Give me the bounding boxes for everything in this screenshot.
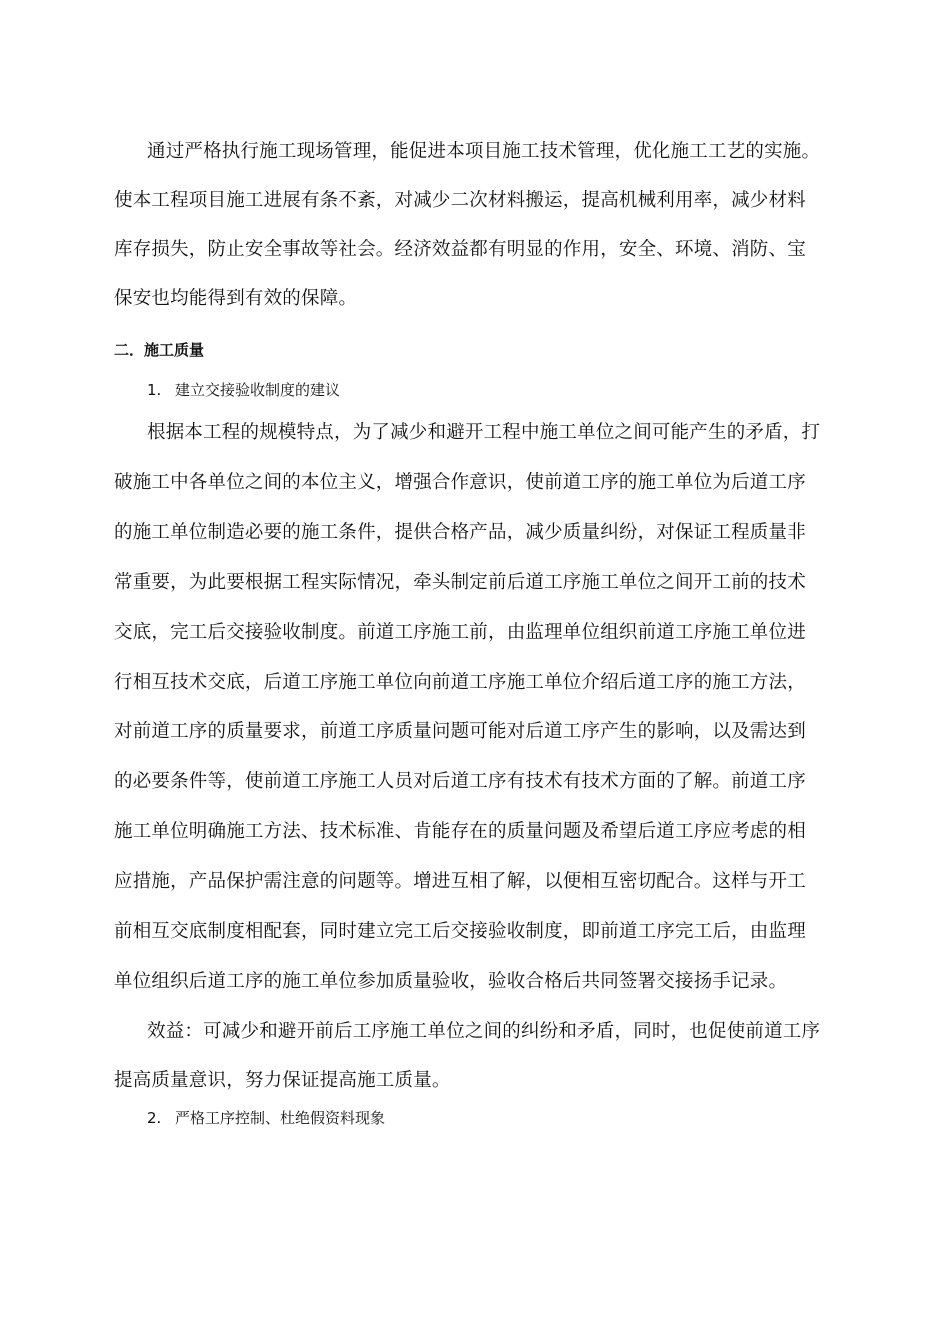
paragraph-2-line-12: 单位组织后道工序的施工单位参加质量验收，验收合格后共同签署交接扬手记录。: [114, 971, 788, 992]
paragraph-2-line-2: 破施工中各单位之间的本位主义，增强合作意识，使前道工序的施工单位为后道工序: [114, 472, 806, 493]
subsection-1-number: 1.: [147, 381, 162, 399]
paragraph-2-line-4: 常重要，为此要根据工程实际情况，牵头制定前后道工序施工单位之间开工前的技术: [114, 572, 806, 593]
paragraph-2-line-8: 的必要条件等，使前道工序施工人员对后道工序有技术有技术方面的了解。前道工序: [114, 771, 806, 792]
subsection-1-heading: [147, 380, 340, 400]
section-heading: 二．施工质量: [114, 341, 205, 359]
paragraph-2-line-10: 应措施，产品保护需注意的问题等。增进互相了解，以便相互密切配合。这样与开工: [114, 871, 806, 892]
paragraph-2-line-6: 行相互技术交底，后道工序施工单位向前道工序施工单位介绍后道工序的施工方法，: [114, 672, 806, 693]
paragraph-2-line-7: 对前道工序的质量要求，前道工序质量问题可能对后道工序产生的影响，以及需达到: [114, 721, 806, 742]
subsection-1-title: 建立交接验收制度的建议: [175, 381, 341, 399]
paragraph-2-line-11: 前相互交底制度相配套，同时建立完工后交接验收制度，即前道工序完工后，由监理: [114, 921, 806, 942]
paragraph-1-line-4: 保安也均能得到有效的保障。: [114, 288, 358, 309]
paragraph-2-line-1: 根据本工程的规模特点，为了减少和避开工程中施工单位之间可能产生的矛盾，打: [147, 422, 821, 443]
paragraph-1-line-1: 通过严格执行施工现场管理，能促进本项目施工技术管理，优化施工工艺的实施。: [147, 141, 821, 162]
subsection-2-title: 严格工序控制、杜绝假资料现象: [175, 1109, 386, 1127]
paragraph-2-line-5: 交底，完工后交接验收制度。前道工序施工前，由监理单位组织前道工序施工单位进: [114, 622, 806, 643]
paragraph-2-line-9: 施工单位明确施工方法、技术标准、肯能存在的质量问题及希望后道工序应考虑的相: [114, 821, 806, 842]
paragraph-2-line-3: 的施工单位制造必要的施工条件，提供合格产品，减少质量纠纷，对保证工程质量非: [114, 522, 806, 543]
subsection-2-heading: [147, 1108, 385, 1128]
paragraph-3-line-1: 效益：可减少和避开前后工序施工单位之间的纠纷和矛盾，同时，也促使前道工序: [147, 1021, 821, 1042]
subsection-2-number: 2.: [147, 1109, 162, 1127]
paragraph-1-line-2: 使本工程项目施工进展有条不紊，对减少二次材料搬运，提高机械利用率，减少材料: [114, 190, 806, 211]
paragraph-3-line-2: 提高质量意识，努力保证提高施工质量。: [114, 1070, 451, 1091]
paragraph-1-line-3: 库存损失，防止安全事故等社会。经济效益都有明显的作用，安全、环境、消防、宝: [114, 239, 806, 260]
